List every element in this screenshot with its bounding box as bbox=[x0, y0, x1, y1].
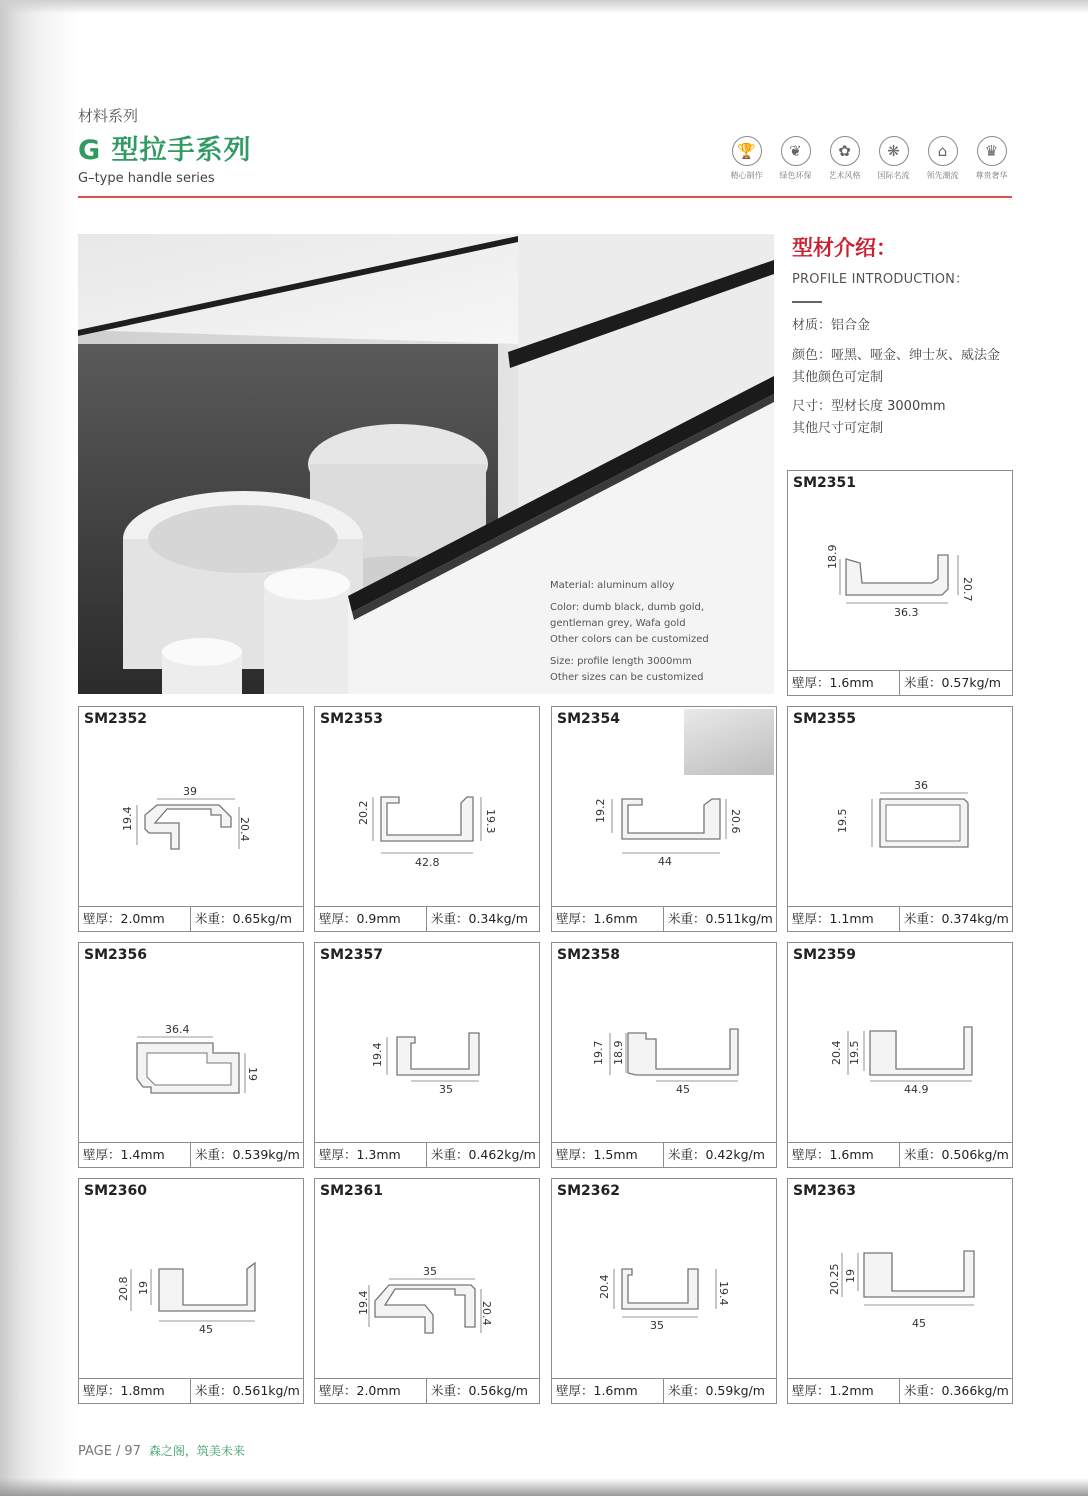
dim-label: 36.3 bbox=[894, 606, 919, 619]
profile-drawing bbox=[788, 1205, 1012, 1379]
page-footer bbox=[78, 1442, 245, 1459]
profile-drawing bbox=[315, 969, 539, 1143]
wall-thickness: 壁厚：1.4mm bbox=[79, 1143, 191, 1167]
dim-label: 36.4 bbox=[165, 1023, 190, 1036]
intro-color-custom: 其他颜色可定制 bbox=[792, 370, 884, 385]
spec-row bbox=[315, 906, 539, 931]
page-number: 97 bbox=[124, 1444, 141, 1459]
page-bottom-shadow bbox=[0, 1478, 1088, 1496]
product-code: SM2362 bbox=[557, 1183, 620, 1199]
dim-label: 44.9 bbox=[904, 1083, 929, 1096]
dim-label: 19.3 bbox=[484, 809, 497, 834]
meter-weight: 米重：0.65kg/m bbox=[195, 911, 292, 926]
product-code: SM2363 bbox=[793, 1183, 856, 1199]
page-subtitle: G–type handle series bbox=[78, 171, 215, 186]
dim-label: 19.4 bbox=[371, 1042, 384, 1067]
profile-drawing bbox=[788, 733, 1012, 907]
product-code: SM2360 bbox=[84, 1183, 147, 1199]
dim-label: 20.6 bbox=[729, 809, 742, 834]
product-code: SM2351 bbox=[793, 475, 856, 491]
spec-row bbox=[79, 906, 303, 931]
product-card bbox=[787, 1178, 1013, 1404]
meter-weight: 米重：0.59kg/m bbox=[668, 1383, 765, 1398]
meter-weight: 米重：0.506kg/m bbox=[904, 1147, 1009, 1162]
dim-label: 42.8 bbox=[415, 856, 440, 869]
profile-drawing bbox=[79, 733, 303, 907]
dim-label: 35 bbox=[439, 1083, 453, 1096]
page-label: PAGE bbox=[78, 1444, 112, 1459]
spec-row bbox=[788, 1142, 1012, 1167]
dim-label: 18.9 bbox=[612, 1040, 625, 1065]
dim-label: 45 bbox=[199, 1323, 213, 1336]
feature-icons bbox=[722, 136, 1016, 186]
dim-label: 36 bbox=[914, 779, 928, 792]
meter-weight: 米重：0.511kg/m bbox=[668, 911, 773, 926]
intro-divider bbox=[792, 301, 822, 303]
profile-drawing bbox=[79, 969, 303, 1143]
page-separator: / bbox=[115, 1444, 121, 1459]
spec-row bbox=[79, 1378, 303, 1403]
dim-label: 19.7 bbox=[592, 1040, 605, 1065]
feature-label: 绿色环保 bbox=[779, 171, 812, 180]
dim-label: 20.4 bbox=[598, 1274, 611, 1299]
meter-weight: 米重：0.539kg/m bbox=[195, 1147, 300, 1162]
dim-label: 20.8 bbox=[117, 1276, 130, 1301]
profile-drawing bbox=[552, 1205, 776, 1379]
profile-drawing bbox=[788, 969, 1012, 1143]
spec-row bbox=[79, 1142, 303, 1167]
product-card bbox=[78, 706, 304, 932]
profile-drawing bbox=[315, 733, 539, 907]
hands-icon: ⌂ bbox=[928, 136, 958, 166]
dim-label: 35 bbox=[423, 1265, 437, 1278]
product-card bbox=[551, 1178, 777, 1404]
meter-weight: 米重：0.42kg/m bbox=[668, 1147, 765, 1162]
dim-label: 20.4 bbox=[830, 1040, 843, 1065]
product-card bbox=[551, 942, 777, 1168]
brand-slogan: 森之阁，筑美未来 bbox=[148, 1444, 245, 1458]
product-code: SM2355 bbox=[793, 711, 856, 727]
drawer-photo bbox=[78, 234, 774, 694]
wall-thickness: 壁厚：1.6mm bbox=[552, 1379, 664, 1403]
wall-thickness: 壁厚：0.9mm bbox=[315, 907, 427, 931]
spec-row bbox=[552, 906, 776, 931]
dim-label: 20.4 bbox=[480, 1301, 493, 1326]
feature-item bbox=[771, 136, 820, 186]
meter-weight: 米重：0.34kg/m bbox=[431, 911, 528, 926]
profile-introduction bbox=[792, 232, 1014, 440]
meter-weight: 米重：0.56kg/m bbox=[431, 1383, 528, 1398]
caption-material: Material: aluminum alloy bbox=[550, 580, 675, 591]
feature-item bbox=[918, 136, 967, 186]
product-card bbox=[787, 470, 1013, 696]
caption-size bbox=[550, 654, 760, 686]
feature-item bbox=[869, 136, 918, 186]
intro-size-custom: 其他尺寸可定制 bbox=[792, 421, 884, 436]
product-code: SM2352 bbox=[84, 711, 147, 727]
caption-color-custom: Other colors can be customized bbox=[550, 634, 709, 645]
trophy-icon: 🏆 bbox=[732, 136, 762, 166]
intro-subtitle: PROFILE INTRODUCTION： bbox=[792, 272, 969, 287]
wall-thickness: 壁厚：1.5mm bbox=[552, 1143, 664, 1167]
product-card bbox=[314, 706, 540, 932]
dim-label: 19.4 bbox=[357, 1290, 370, 1315]
wall-thickness: 壁厚：2.0mm bbox=[79, 907, 191, 931]
wall-thickness: 壁厚：1.6mm bbox=[788, 671, 900, 695]
product-card bbox=[787, 706, 1013, 932]
feature-item bbox=[967, 136, 1016, 186]
feature-label: 国际名流 bbox=[877, 171, 910, 180]
feature-item bbox=[820, 136, 869, 186]
feature-label: 精心制作 bbox=[730, 171, 763, 180]
spec-row bbox=[788, 906, 1012, 931]
feature-label: 领先潮流 bbox=[926, 171, 959, 180]
profile-drawing bbox=[552, 733, 776, 907]
wall-thickness: 壁厚：1.3mm bbox=[315, 1143, 427, 1167]
intro-color: 颜色：哑黑、哑金、绅士灰、威法金 bbox=[792, 348, 1001, 363]
spec-row bbox=[315, 1378, 539, 1403]
feature-item bbox=[722, 136, 771, 186]
dim-label: 45 bbox=[912, 1317, 926, 1330]
product-card bbox=[314, 942, 540, 1168]
product-card bbox=[78, 942, 304, 1168]
meter-weight: 米重：0.561kg/m bbox=[195, 1383, 300, 1398]
dim-label: 44 bbox=[658, 855, 672, 868]
dim-label: 45 bbox=[676, 1083, 690, 1096]
profile-drawing bbox=[79, 1205, 303, 1379]
meter-weight: 米重：0.57kg/m bbox=[904, 675, 1001, 690]
caption-color-text: Color: dumb black, dumb gold, gentleman grey, Wafa gold bbox=[550, 602, 705, 629]
product-code: SM2358 bbox=[557, 947, 620, 963]
dim-label: 18.9 bbox=[826, 544, 839, 569]
wall-thickness: 壁厚：1.6mm bbox=[788, 1143, 900, 1167]
product-code: SM2357 bbox=[320, 947, 383, 963]
wall-thickness: 壁厚：1.2mm bbox=[788, 1379, 900, 1403]
page-top-shadow bbox=[0, 0, 1088, 14]
wall-thickness: 壁厚：1.1mm bbox=[788, 907, 900, 931]
category-label: 材料系列 bbox=[78, 107, 139, 125]
dim-label: 19 bbox=[844, 1269, 857, 1283]
plant-icon: ✿ bbox=[830, 136, 860, 166]
spec-row bbox=[315, 1142, 539, 1167]
spec-row bbox=[552, 1142, 776, 1167]
caption-size-custom: Other sizes can be customized bbox=[550, 672, 704, 683]
product-code: SM2353 bbox=[320, 711, 383, 727]
tree-icon: ❦ bbox=[781, 136, 811, 166]
wall-thickness: 壁厚：2.0mm bbox=[315, 1379, 427, 1403]
intro-size: 尺寸：型材长度 3000mm bbox=[792, 399, 946, 414]
product-code: SM2356 bbox=[84, 947, 147, 963]
meter-weight: 米重：0.462kg/m bbox=[431, 1147, 536, 1162]
product-code: SM2354 bbox=[557, 711, 620, 727]
product-card bbox=[787, 942, 1013, 1168]
meter-weight: 米重：0.366kg/m bbox=[904, 1383, 1009, 1398]
meter-weight: 米重：0.374kg/m bbox=[904, 911, 1009, 926]
intro-material: 材质：铝合金 bbox=[792, 318, 871, 333]
dim-label: 19.4 bbox=[121, 806, 134, 831]
spec-row bbox=[788, 670, 1012, 695]
wall-thickness: 壁厚：1.8mm bbox=[79, 1379, 191, 1403]
dim-label: 20.4 bbox=[238, 817, 251, 842]
spec-row bbox=[788, 1378, 1012, 1403]
feature-label: 艺术风格 bbox=[828, 171, 861, 180]
product-card bbox=[78, 1178, 304, 1404]
profile-drawing bbox=[552, 969, 776, 1143]
wall-thickness: 壁厚：1.6mm bbox=[552, 907, 664, 931]
dim-label: 19 bbox=[137, 1281, 150, 1295]
product-code: SM2361 bbox=[320, 1183, 383, 1199]
dim-label: 19 bbox=[246, 1067, 259, 1081]
photo-caption bbox=[550, 578, 760, 692]
profile-drawing bbox=[788, 497, 1012, 671]
header-divider bbox=[78, 196, 1012, 198]
caption-color bbox=[550, 600, 760, 648]
dim-label: 35 bbox=[650, 1319, 664, 1332]
dim-label: 39 bbox=[183, 785, 197, 798]
flower-icon: ❋ bbox=[879, 136, 909, 166]
crown-icon: ♛ bbox=[977, 136, 1007, 166]
feature-label: 尊贵奢华 bbox=[975, 171, 1008, 180]
intro-title: 型材介绍： bbox=[792, 236, 897, 260]
page-title: G 型拉手系列 bbox=[78, 135, 252, 166]
dim-label: 19.5 bbox=[848, 1040, 861, 1065]
dim-label: 20.25 bbox=[828, 1263, 841, 1295]
dim-label: 19.4 bbox=[717, 1281, 730, 1306]
dim-label: 19.5 bbox=[836, 808, 849, 833]
product-card bbox=[314, 1178, 540, 1404]
dim-label: 19.2 bbox=[594, 798, 607, 823]
dim-label: 20.2 bbox=[357, 800, 370, 825]
spec-row bbox=[552, 1378, 776, 1403]
caption-size-text: Size: profile length 3000mm bbox=[550, 656, 692, 667]
profile-drawing bbox=[315, 1205, 539, 1379]
dim-label: 20.7 bbox=[961, 577, 974, 602]
product-code: SM2359 bbox=[793, 947, 856, 963]
product-card bbox=[551, 706, 777, 932]
